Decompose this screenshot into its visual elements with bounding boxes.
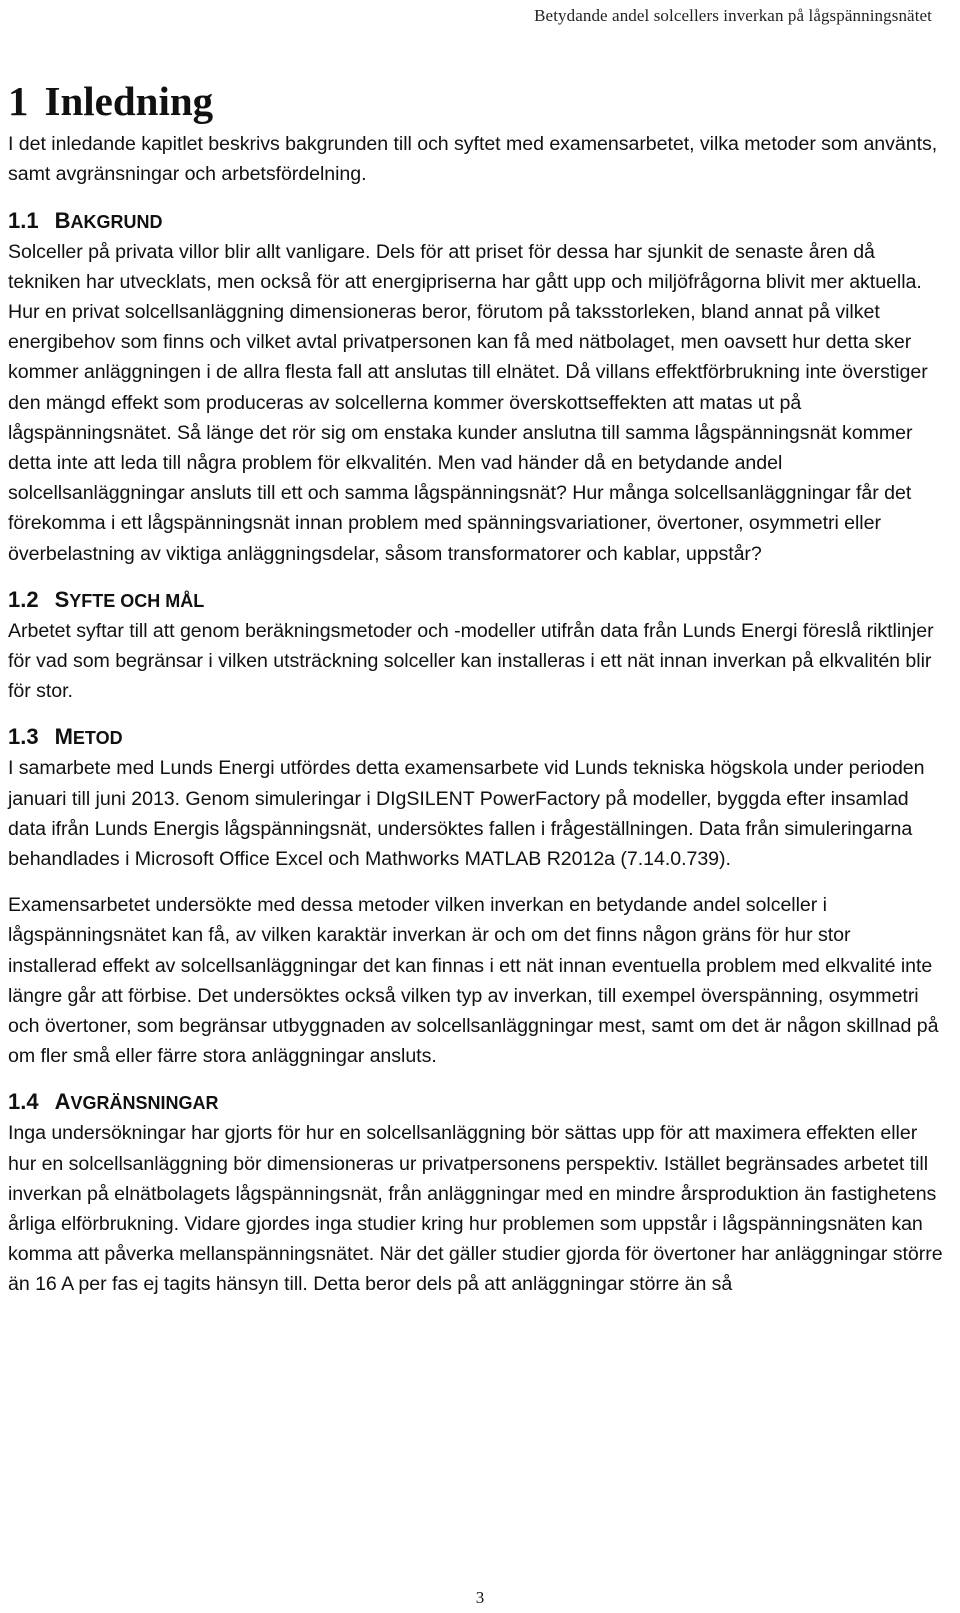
chapter-title	[8, 78, 943, 125]
document-body	[8, 78, 943, 1300]
paragraph-bakgrund: Solceller på privata villor blir allt vanligare. Dels för att priset för dessa har sjunkit de senaste åren då tekniken har utvecklats, men också för att energipriserna har gått upp och miljöfrågorna blivit mer aktuella. Hur en privat solcellsanläggning dimensioneras beror, förutom på taksstorleken, bland annat på vilket energibehov som finns och vilket avtal privatpersonen kan få med nätbolaget, men oavsett hur detta sker kommer anläggningen i de allra flesta fall att anslutas till elnätet. Då villans effektförbrukning inte överstiger den mängd effekt som produceras av solcellerna kommer överskottseffekten att matas ut på lågspänningsnätet. Så länge det rör sig om enstaka kunder anslutna till samma lågspänningsnät kommer detta inte att leda till några problem för elkvalitén. Men vad händer då en betydande andel solcellsanläggningar ansluts till ett och samma lågspänningsnät? Hur många solcellsanläggningar får det förekomma i ett lågspänningsnät innan problem med spänningsvariationer, övertoner, osymmetri eller överbelastning av viktiga anläggningsdelar, såsom transformatorer och kablar, uppstår?	[8, 240, 928, 565]
running-header: Betydande andel solcellers inverkan på lågspänningsnätet	[534, 6, 932, 25]
section-number: 1.4	[8, 1089, 39, 1115]
section-number: 1.1	[8, 207, 39, 233]
section-heading-avgransningar	[8, 1087, 943, 1118]
section-heading-metod	[8, 722, 943, 753]
chapter-number: 1	[8, 78, 29, 124]
paragraph-spacer	[8, 874, 943, 890]
section-title-rest: YFTE OCH MÅL	[69, 590, 205, 611]
paragraph-avgransningar: Inga undersökningar har gjorts för hur en solcellsanläggning bör sättas upp för att maximera effekten eller hur en solcellsanläggning bör dimensioneras ur privatpersonens perspektiv. Istället begränsades arbetet till inverkan på elnätbolagets lågspänningsnät, från anläggningar med en mindre årsproduktion än fastighetens årliga elförbrukning. Vidare gjordes inga studier kring hur problemen som uppstår i lågspänningsnäten kan komma att påverka mellanspänningsnätet. När det gäller studier gjorda för övertoner har anläggningar större än 16 A per fas ej tagits hänsyn till. Detta beror dels på att anläggningar större än så	[8, 1122, 943, 1296]
section-number: 1.2	[8, 586, 39, 612]
section-title-lead: A	[54, 1089, 71, 1115]
section-title-rest: AKGRUND	[70, 211, 163, 232]
paragraph-syfte: Arbetet syftar till att genom beräkningsmetoder och -modeller utifrån data från Lunds Energi föreslå riktlinjer för vad som begränsar i vilken utsträckning solceller kan installeras i ett nät innan inverkan på elkvalitén blir för stor.	[8, 619, 934, 703]
section-heading-bakgrund	[8, 206, 943, 237]
section-title-lead: M	[54, 724, 73, 750]
section-title-rest: VGRÄNSNINGAR	[70, 1093, 219, 1114]
section-heading-syfte	[8, 585, 943, 616]
intro-paragraph: I det inledande kapitlet beskrivs bakgrunden till och syftet med examensarbetet, vilka metoder som använts, samt avgränsningar och arbetsfördelning.	[8, 133, 938, 186]
paragraph-metod-1: I samarbete med Lunds Energi utfördes detta examensarbete vid Lunds tekniska högskola under perioden januari till juni 2013. Genom simuleringar i DIgSILENT PowerFactory på modeller, byggda efter insamlad data ifrån Lunds Energis lågspänningsnät, undersöktes fallen i frågeställningen. Data från simuleringarna behandlades i Microsoft Office Excel och Mathworks MATLAB R2012a (7.14.0.739).	[8, 757, 925, 870]
section-title-lead: S	[54, 586, 70, 612]
section-number: 1.3	[8, 724, 39, 750]
section-title-lead: B	[54, 207, 71, 233]
page-number: 3	[475, 1588, 485, 1607]
paragraph-metod-2: Examensarbetet undersökte med dessa metoder vilken inverkan en betydande andel solceller i lågspänningsnätet kan få, av vilken karaktär inverkan är och om det finns någon gräns för hur stor installerad effekt av solcellsanläggningar det kan finnas i ett nät innan eventuella problem med elkvalité inte längre går att förbise. Det undersöktes också vilken typ av inverkan, till exempel överspänning, osymmetri och övertoner, som begränsar utbyggnaden av solcellsanläggningar mest, samt om det är någon skillnad på om fler små eller färre stora anläggningar ansluts.	[8, 894, 939, 1068]
section-title-rest: ETOD	[72, 728, 123, 749]
chapter-title-text: Inledning	[44, 78, 214, 124]
